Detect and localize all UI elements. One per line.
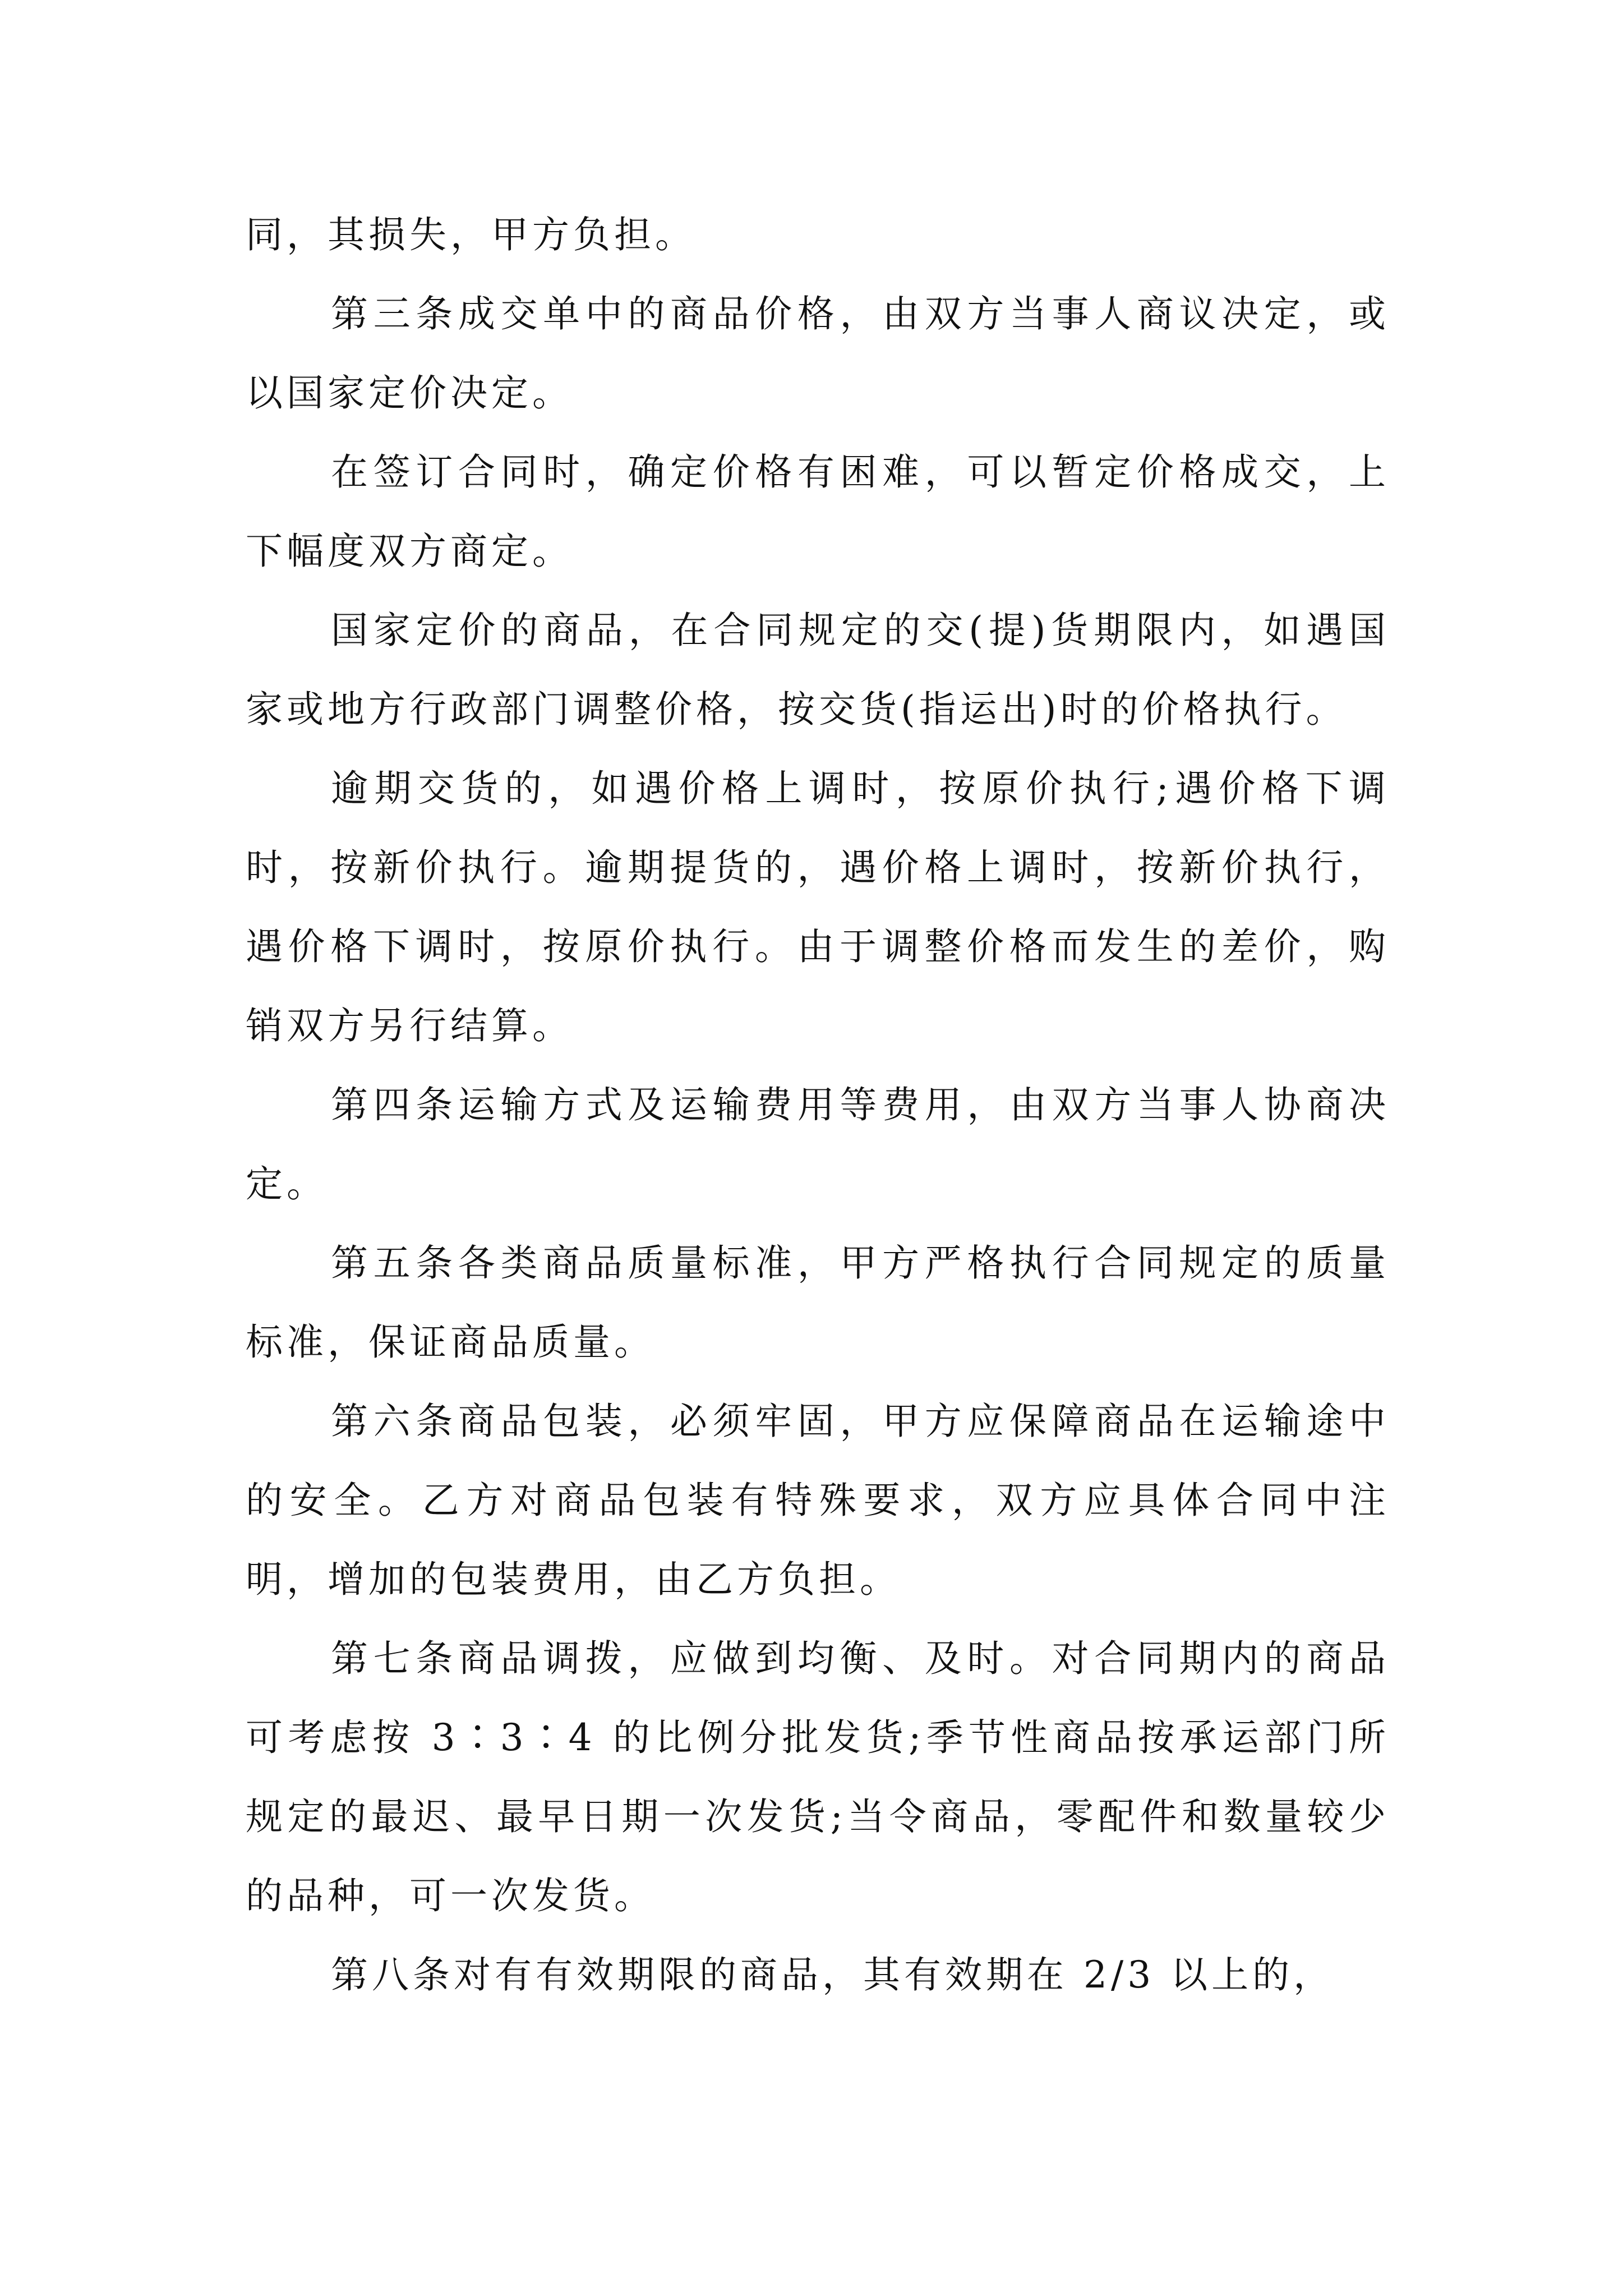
paragraph-continuation: 同，其损失，甲方负担。	[246, 213, 696, 256]
paragraph-state-pricing: 国家定价的商品，在合同规定的交(提)货期限内，如遇国家或地方行政部门调整价格，按交货(指运出)时的价格执行。	[246, 609, 1390, 731]
paragraph-article-6: 第六条商品包装，必须牢固，甲方应保障商品在运输途中的安全。乙方对商品包装有特殊要求，双方应具体合同中注明，增加的包装费用，由乙方负担。	[246, 1400, 1390, 1601]
paragraph-overdue-delivery: 逾期交货的，如遇价格上调时，按原价执行;遇价格下调时，按新价执行。逾期提货的，遇价格上调时，按新价执行，遇价格下调时，按原价执行。由于调整价格而发生的差价，购销双方另行结算。	[246, 767, 1390, 1047]
paragraph-article-7: 第七条商品调拨，应做到均衡、及时。对合同期内的商品可考虑按 3∶3∶4 的比例分批发货;季节性商品按承运部门所规定的最迟、最早日期一次发货;当令商品，零配件和数量较少的品种，可一次发货。	[246, 1637, 1390, 1917]
paragraph-article-3: 第三条成交单中的商品价格，由双方当事人商议决定，或以国家定价决定。	[246, 292, 1390, 415]
document-body	[246, 195, 1390, 2014]
paragraph-article-4: 第四条运输方式及运输费用等费用，由双方当事人协商决定。	[246, 1083, 1390, 1205]
paragraph-article-8: 第八条对有有效期限的商品，其有效期在 2/3 以上的，	[331, 1953, 1335, 1996]
paragraph-article-5: 第五条各类商品质量标准，甲方严格执行合同规定的质量标准，保证商品质量。	[246, 1241, 1390, 1364]
paragraph-tentative-price: 在签订合同时，确定价格有困难，可以暂定价格成交，上下幅度双方商定。	[246, 450, 1390, 573]
